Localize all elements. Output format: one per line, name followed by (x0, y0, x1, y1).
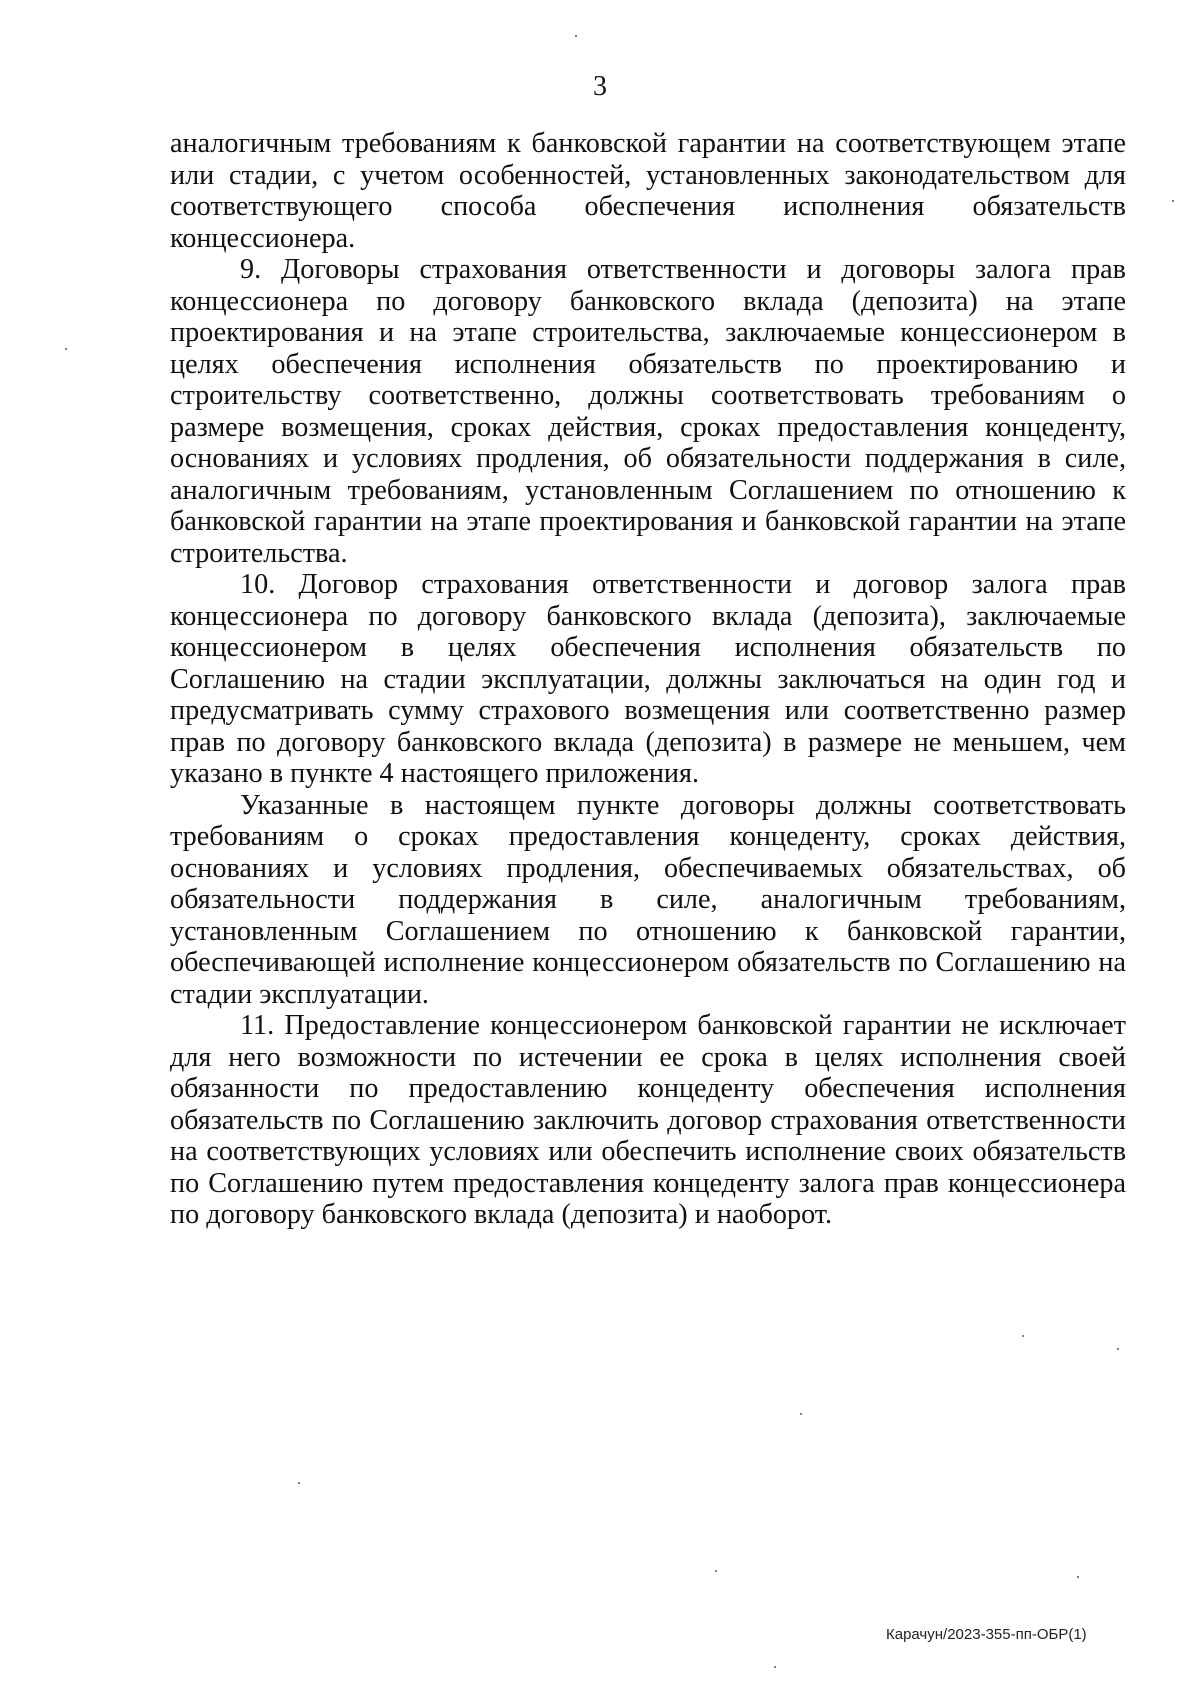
scan-speck (1077, 1576, 1079, 1578)
scan-speck (800, 1413, 802, 1415)
scan-speck (1022, 1335, 1024, 1337)
scan-speck (575, 35, 577, 37)
paragraph-item-10: 10. Договор страхования ответственности и договор залога прав концессионера по договору банковского вклада (депозита), заключаемые концессионером в целях обеспечения исполнения обязательств по Соглашению на стадии эксплуатации, должны заключаться на один год и предусматривать сумму страхового возмещения или соответственно размер прав по договору банковского вклада (депозита) в размере не меньшем, чем указано в пункте 4 настоящего приложения. (170, 569, 1126, 789)
page-number: 3 (593, 71, 607, 102)
scan-speck (65, 348, 67, 350)
scan-speck (774, 1666, 776, 1668)
scan-speck (1117, 1348, 1119, 1350)
paragraph-item-11: 11. Предоставление концессионером банковской гарантии не исключает для него возможности по истечении ее срока в целях исполнения своей обязанности по предоставлению концеденту обеспечения исполнения обязательств по Соглашению заключить договор страхования ответственности на соответствующих условиях или обеспечить исполнение своих обязательств по Соглашению путем предоставления концеденту залога прав концессионера по договору банковского вклада (депозита) и наоборот. (170, 1010, 1126, 1230)
document-body (170, 128, 1126, 1231)
paragraph-item-10-continuation: Указанные в настоящем пункте договоры должны соответствовать требованиям о сроках предоставления концеденту, сроках действия, основаниях и условиях продления, обеспечиваемых обязательствах, об обязательности поддержания в силе, аналогичным требованиям, установленным Соглашением по отношению к банковской гарантии, обеспечивающей исполнение концессионером обязательств по Соглашению на стадии эксплуатации. (170, 789, 1126, 1010)
document-registration-code: Карачун/2023-355-пп-ОБР(1) (886, 1626, 1087, 1643)
paragraph-item-9: 9. Договоры страхования ответственности и договоры залога прав концессионера по договору банковского вклада (депозита) на этапе проектирования и на этапе строительства, заключаемые концессионером в целях обеспечения исполнения обязательств по проектированию и строительству соответственно, должны соответствовать требованиям о размере возмещения, сроках действия, сроках предоставления концеденту, основаниях и условиях продления, об обязательности поддержания в силе, аналогичным требованиям, установленным Соглашением по отношению к банковской гарантии на этапе проектирования и банковской гарантии на этапе строительства. (170, 254, 1126, 569)
scan-speck (715, 1570, 717, 1572)
scan-speck (298, 1482, 300, 1484)
scan-speck (1172, 200, 1174, 202)
paragraph-continuation: аналогичным требованиям к банковской гарантии на соответствующем этапе или стадии, с учетом особенностей, установленных законодательством для соответствующего способа обеспечения исполнения обязательств концессионера. (170, 128, 1126, 254)
